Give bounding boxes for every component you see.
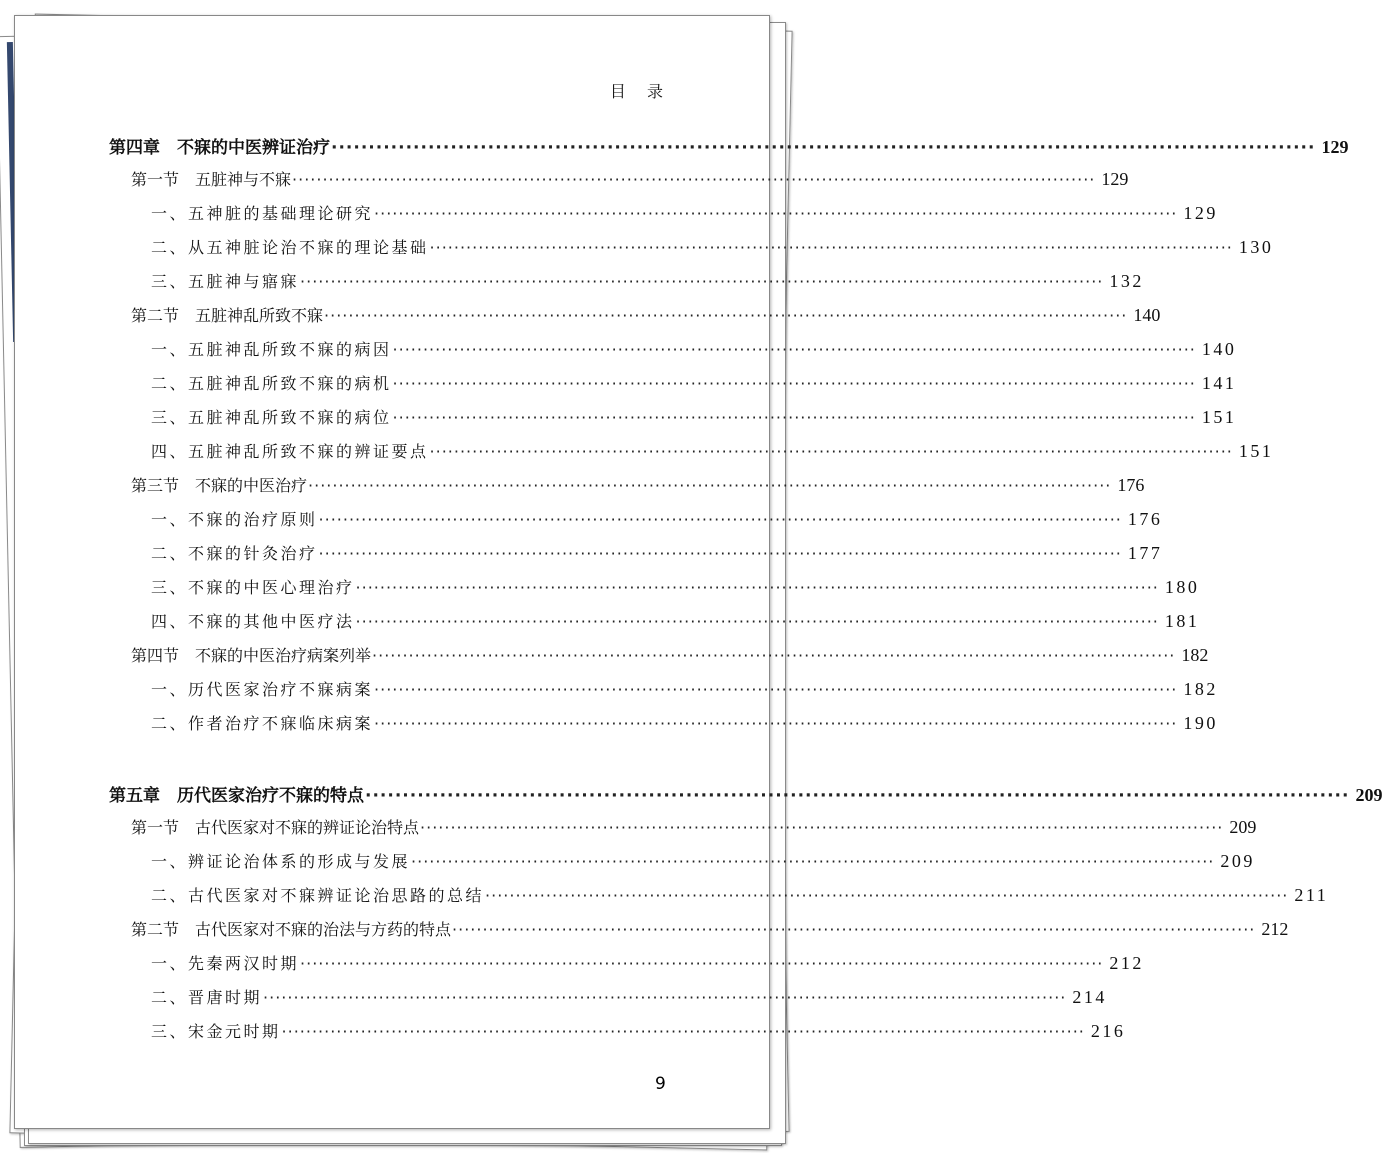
leader-dots [356, 578, 1159, 597]
toc-title: 二、古代医家对不寐辨证论治思路的总结 [151, 886, 485, 905]
leader-dots [308, 476, 1111, 495]
toc-item[interactable] [15, 849, 1255, 877]
toc-section[interactable] [15, 815, 1257, 843]
toc-page-number: 190 [1183, 713, 1218, 733]
leader-dots [393, 340, 1196, 359]
toc-title: 一、辨证论治体系的形成与发展 [151, 852, 411, 871]
toc-page-number: 212 [1261, 919, 1289, 939]
leader-dots [263, 988, 1066, 1007]
leader-dots [356, 612, 1159, 631]
toc-item[interactable] [15, 985, 1107, 1013]
toc-page-number: 216 [1090, 1021, 1126, 1041]
toc-title: 第四节 不寐的中医治疗病案列举 [131, 646, 372, 665]
leader-dots [282, 1022, 1085, 1041]
toc-item[interactable] [15, 711, 1218, 739]
toc-title: 二、作者治疗不寐临床病案 [151, 714, 374, 733]
toc-page-number: 180 [1164, 577, 1200, 597]
toc-page-number: 140 [1201, 339, 1237, 359]
toc-title: 第二节 五脏神乱所致不寐 [131, 306, 324, 325]
toc-item[interactable] [15, 439, 1274, 467]
page-number: 9 [655, 1074, 666, 1094]
toc-chapter[interactable] [15, 781, 1382, 809]
toc-title: 第五章 历代医家治疗不寐的特点 [109, 786, 364, 806]
leader-dots [372, 646, 1175, 665]
toc-section[interactable] [15, 167, 1129, 195]
toc-title: 三、宋金元时期 [151, 1022, 281, 1041]
toc-item[interactable] [15, 337, 1237, 365]
toc-title: 第三节 不寐的中医治疗 [131, 476, 308, 495]
leader-dots [374, 714, 1177, 733]
leader-dots [300, 272, 1103, 291]
leader-dots [485, 886, 1288, 905]
toc-item[interactable] [15, 575, 1200, 603]
toc-page-number: 141 [1201, 373, 1237, 393]
leader-dots [430, 442, 1233, 461]
leader-dots [411, 852, 1214, 871]
leader-dots [393, 408, 1196, 427]
toc-page-number: 129 [1183, 203, 1218, 223]
toc-title: 三、不寐的中医心理治疗 [151, 578, 355, 597]
toc-section[interactable] [15, 473, 1145, 501]
leader-dots [292, 170, 1095, 189]
toc-title: 第四章 不寐的中医辨证治疗 [109, 138, 330, 158]
toc-item[interactable] [15, 405, 1237, 433]
toc-page-number: 209 [1355, 785, 1382, 805]
toc-title: 三、五脏神与寤寐 [151, 272, 300, 291]
toc-item[interactable] [15, 677, 1218, 705]
leader-dots [365, 786, 1349, 806]
leader-dots [430, 238, 1233, 257]
toc-title: 一、不寐的治疗原则 [151, 510, 318, 529]
toc-page-number: 182 [1183, 679, 1218, 699]
toc-item[interactable] [15, 201, 1218, 229]
toc-title: 第一节 五脏神与不寐 [131, 170, 292, 189]
toc-title: 二、晋唐时期 [151, 988, 263, 1007]
toc-item[interactable] [15, 269, 1144, 297]
leader-dots [300, 954, 1103, 973]
toc-page-number: 130 [1238, 237, 1274, 257]
toc-page-number: 176 [1127, 509, 1163, 529]
toc-title: 二、从五神脏论治不寐的理论基础 [151, 238, 429, 257]
toc-chapter[interactable] [15, 133, 1349, 161]
toc-page [14, 15, 1382, 1129]
toc-page-number: 212 [1109, 953, 1144, 973]
toc-section[interactable] [15, 303, 1161, 331]
leader-dots [374, 204, 1177, 223]
toc-item[interactable] [15, 883, 1329, 911]
toc-title: 一、先秦两汉时期 [151, 954, 300, 973]
toc-title: 一、历代医家治疗不寐病案 [151, 680, 374, 699]
leader-dots [374, 680, 1177, 699]
toc-page-number: 129 [1101, 169, 1129, 189]
running-header: 目 录 [609, 82, 671, 101]
toc-title: 二、五脏神乱所致不寐的病机 [151, 374, 392, 393]
toc-section[interactable] [15, 643, 1209, 671]
toc-item[interactable] [15, 371, 1237, 399]
toc-page-number: 214 [1072, 987, 1107, 1007]
leader-dots [331, 138, 1315, 158]
toc-page-number: 129 [1321, 137, 1349, 157]
toc-item[interactable] [15, 541, 1163, 569]
toc-section[interactable] [15, 917, 1289, 945]
toc-title: 四、不寐的其他中医疗法 [151, 612, 355, 631]
toc-item[interactable] [15, 1019, 1126, 1047]
toc-page-number: 181 [1164, 611, 1200, 631]
toc-page-number: 211 [1294, 885, 1329, 905]
toc-title: 第二节 古代医家对不寐的治法与方药的特点 [131, 920, 452, 939]
toc-item[interactable] [15, 235, 1274, 263]
toc-item[interactable] [15, 507, 1163, 535]
toc-page-number: 209 [1220, 851, 1255, 871]
toc-title: 四、五脏神乱所致不寐的辨证要点 [151, 442, 429, 461]
toc-title: 一、五脏神乱所致不寐的病因 [151, 340, 392, 359]
toc-title: 第一节 古代医家对不寐的辨证论治特点 [131, 818, 420, 837]
toc-title: 二、不寐的针灸治疗 [151, 544, 318, 563]
toc-page-number: 151 [1201, 407, 1237, 427]
toc-page-number: 140 [1133, 305, 1161, 325]
toc-title: 一、五神脏的基础理论研究 [151, 204, 374, 223]
toc-item[interactable] [15, 609, 1200, 637]
toc-page-number: 132 [1109, 271, 1144, 291]
leader-dots [319, 544, 1122, 563]
leader-dots [452, 920, 1255, 939]
leader-dots [420, 818, 1223, 837]
toc-title: 三、五脏神乱所致不寐的病位 [151, 408, 392, 427]
toc-page-number: 177 [1127, 543, 1163, 563]
leader-dots [324, 306, 1127, 325]
toc-page-number: 151 [1238, 441, 1274, 461]
leader-dots [319, 510, 1122, 529]
toc-item[interactable] [15, 951, 1144, 979]
leader-dots [393, 374, 1196, 393]
toc-page-number: 182 [1181, 645, 1209, 665]
toc-page-number: 209 [1229, 817, 1257, 837]
toc-page-number: 176 [1117, 475, 1145, 495]
